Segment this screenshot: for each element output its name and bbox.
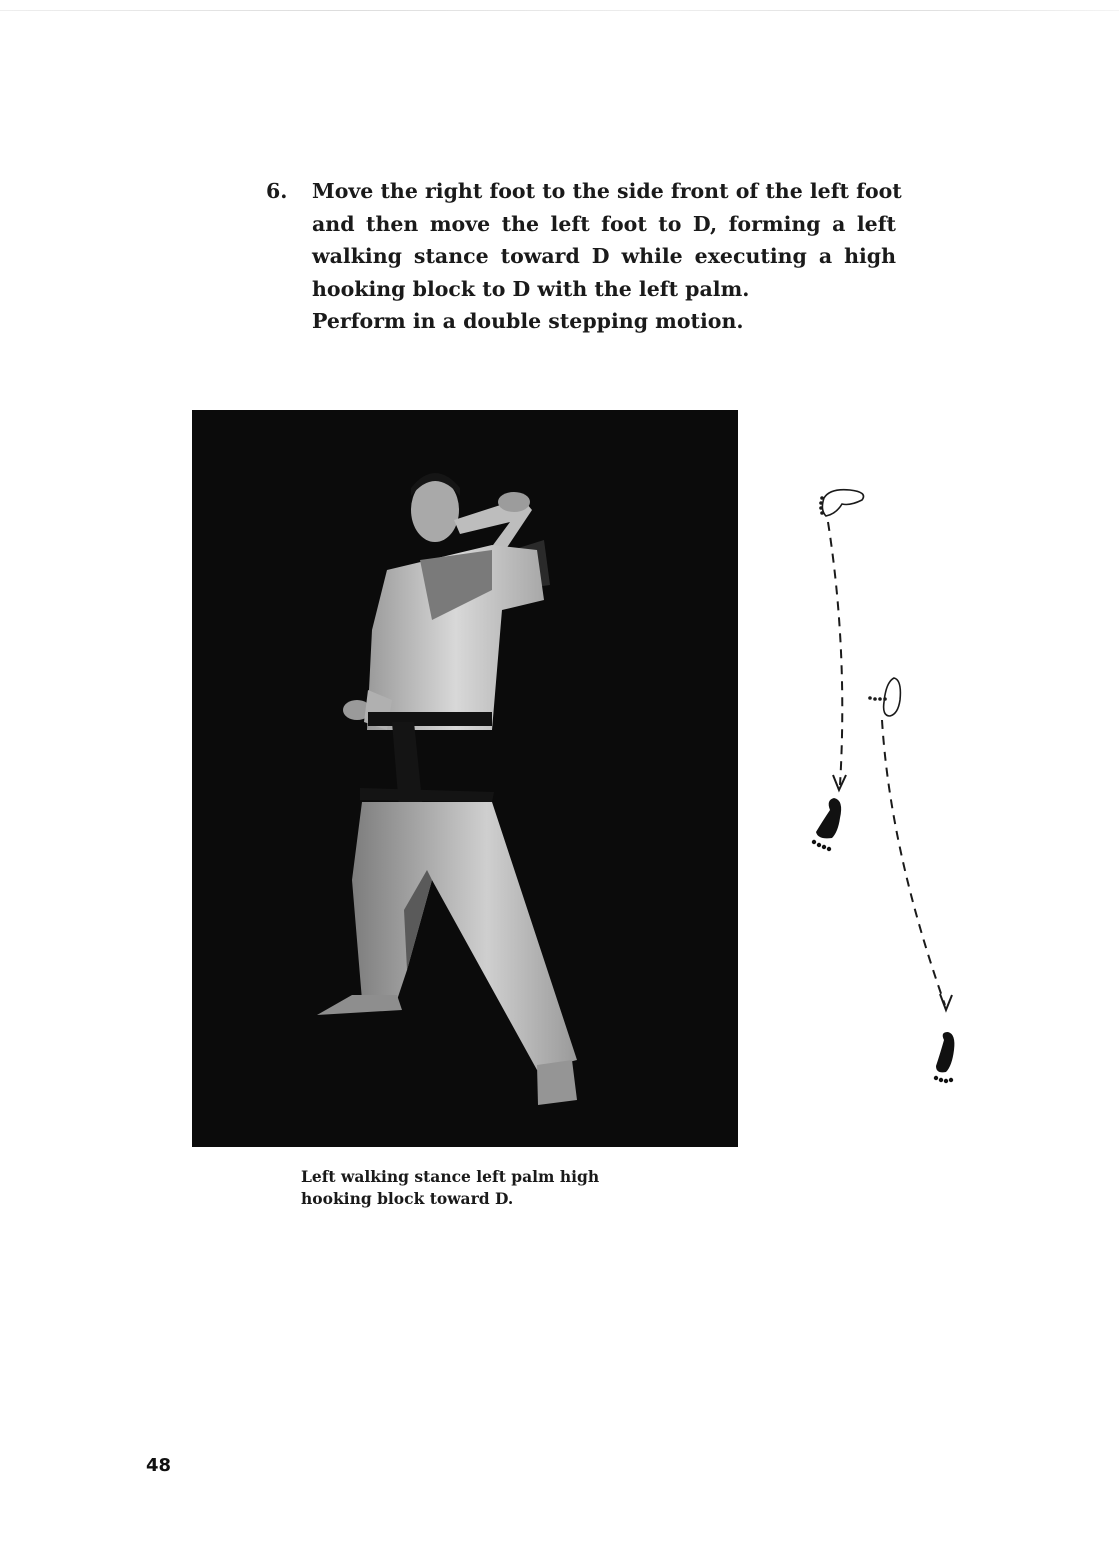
- instruction-text: [312, 175, 902, 338]
- instruction-step: [266, 175, 902, 338]
- martial-artist-figure: [192, 410, 738, 1147]
- footprint-filled-icon: [812, 798, 841, 851]
- instruction-line: walking stance toward D while executing a high: [312, 244, 896, 268]
- movement-path: [882, 720, 945, 1005]
- stance-photo: [192, 410, 738, 1147]
- caption-line: Left walking stance left palm high: [301, 1167, 600, 1186]
- caption-line: hooking block toward D.: [301, 1189, 514, 1208]
- figure-caption: [301, 1166, 661, 1210]
- footprint-outline-icon: [819, 490, 863, 516]
- arrow-head-icon: [940, 994, 952, 1010]
- instruction-line: Perform in a double stepping motion.: [312, 309, 744, 333]
- page-number: 48: [146, 1455, 172, 1476]
- instruction-line: Move the right foot to the side front of the left foot: [312, 179, 902, 203]
- page-top-edge: [0, 10, 1119, 11]
- step-number: 6.: [266, 179, 288, 203]
- movement-path: [828, 522, 842, 785]
- instruction-line: and then move the left foot to D, forming a left: [312, 211, 896, 236]
- footprint-outline-icon: [868, 678, 900, 716]
- footwork-diagram: [790, 470, 990, 1090]
- footprint-filled-icon: [934, 1032, 955, 1083]
- instruction-line: hooking block to D with the left palm.: [312, 276, 750, 301]
